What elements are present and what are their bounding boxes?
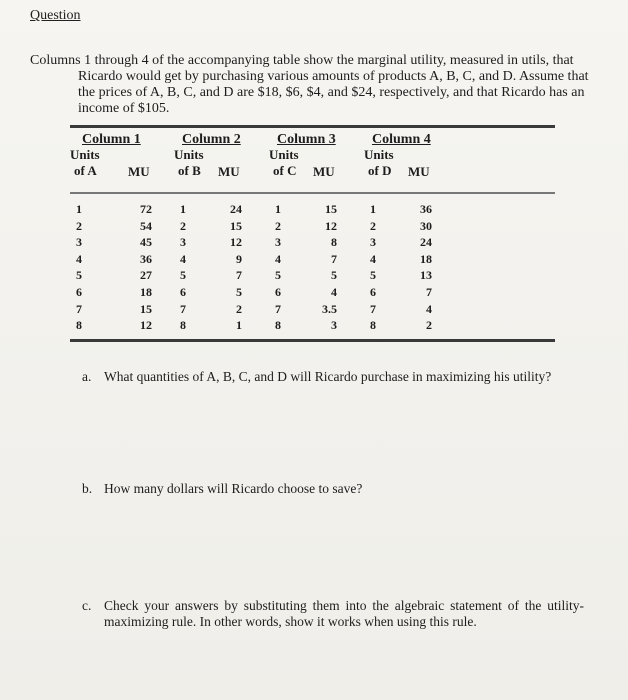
column-3-mu-cell: 12 [325, 218, 337, 233]
column-3-mu-cell: 15 [325, 202, 337, 216]
column-4-unit-cell: 3 [370, 235, 376, 250]
question-heading: Question [30, 8, 81, 23]
column-4-mu-cell: 4 [426, 301, 432, 316]
column-3-unit-cell: 4 [275, 251, 281, 266]
column-4-mu-cell: 18 [420, 251, 432, 266]
question-a [82, 369, 551, 385]
column-3-mu-cell: 8 [331, 235, 337, 250]
column-2-unit-cell: 5 [180, 268, 186, 283]
column-4-mu-cell: 7 [426, 285, 432, 299]
intro-continuation: Ricardo would get by purchasing various amounts of products A, B, C, and D. Assume that the prices of A, B, C, and D are $18, $6, $4, and $24, respectively, and that Ricardo has an income of $105. [78, 69, 589, 116]
column-2-of-label: of B [178, 163, 201, 178]
column-4-mu-label: MU [408, 164, 430, 179]
column-1-mu-label: MU [128, 164, 150, 179]
column-4-unit-cell: 7 [370, 301, 376, 316]
question-b [82, 481, 362, 497]
column-2-unit-cell: 2 [180, 218, 186, 233]
column-4-unit-cell: 6 [370, 285, 376, 299]
column-3-mu-cell: 5 [331, 268, 337, 283]
column-3-units-label: Units [269, 147, 299, 162]
column-1-unit-cell: 7 [76, 301, 82, 316]
table-top-rule [70, 125, 555, 128]
column-2-mu-cell: 15 [230, 218, 242, 233]
column-1-mu-cell: 15 [140, 301, 152, 316]
column-3-mu-cell: 3.5 [322, 301, 337, 316]
question-b-text: How many dollars will Ricardo choose to save? [104, 481, 363, 496]
marginal-utility-table [70, 122, 555, 346]
question-c-text: Check your answers by substituting them into the algebraic statement of the utility-maximizing rule. In other words, show it works when using this rule. [104, 598, 584, 629]
column-1-mu-cell: 18 [140, 285, 152, 299]
column-2-unit-cell: 6 [180, 285, 186, 299]
column-2-mu-cell: 2 [236, 301, 242, 316]
column-4-mu-cell: 24 [420, 235, 432, 250]
column-3-unit-cell: 8 [275, 318, 281, 333]
column-1-title: Column 1 [82, 132, 141, 147]
question-a-label: a. [82, 369, 92, 384]
column-3-mu-label: MU [313, 164, 335, 179]
column-4-title: Column 4 [372, 132, 431, 147]
column-3-mu-cell: 7 [331, 251, 337, 266]
column-2-mu-cell: 12 [230, 235, 242, 250]
column-3-unit-cell: 2 [275, 218, 281, 233]
column-4-mu-cell: 36 [420, 202, 432, 216]
column-2-unit-cell: 1 [180, 202, 186, 216]
column-4-unit-cell: 4 [370, 251, 376, 266]
column-4-of-label: of D [368, 163, 392, 178]
column-1-mu-cell: 12 [140, 318, 152, 333]
question-c-label: c. [82, 598, 92, 613]
column-2-mu-cell: 7 [236, 268, 242, 283]
column-4-mu-cell: 30 [420, 218, 432, 233]
column-4-units-label: Units [364, 147, 394, 162]
column-3-unit-cell: 6 [275, 285, 281, 299]
column-4-unit-cell: 1 [370, 202, 376, 216]
column-4-unit-cell: 2 [370, 218, 376, 233]
column-3-unit-cell: 1 [275, 202, 281, 216]
column-2-mu-cell: 9 [236, 251, 242, 266]
question-c [82, 598, 592, 630]
intro-line-1: Columns 1 through 4 of the accompanying table show the marginal utility, measured in utils, that [30, 53, 574, 68]
column-3-unit-cell: 3 [275, 235, 281, 250]
column-3-title: Column 3 [277, 132, 336, 147]
intro-paragraph [30, 53, 605, 117]
column-1-unit-cell: 3 [76, 235, 82, 250]
column-2-mu-cell: 1 [236, 318, 242, 333]
question-b-label: b. [82, 481, 93, 496]
column-1-mu-cell: 72 [140, 202, 152, 216]
column-1-mu-cell: 36 [140, 251, 152, 266]
column-2-unit-cell: 3 [180, 235, 186, 250]
column-1-unit-cell: 8 [76, 318, 82, 333]
column-1-mu-cell: 45 [140, 235, 152, 250]
column-2-unit-cell: 7 [180, 301, 186, 316]
column-4-mu-cell: 2 [426, 318, 432, 333]
column-1-unit-cell: 6 [76, 285, 82, 299]
column-3-unit-cell: 7 [275, 301, 281, 316]
column-2-unit-cell: 8 [180, 318, 186, 333]
question-a-text: What quantities of A, B, C, and D will Ricardo purchase in maximizing his utility? [104, 369, 552, 384]
column-2-mu-cell: 24 [230, 202, 242, 216]
column-3-of-label: of C [273, 163, 297, 178]
column-3-mu-cell: 4 [331, 285, 337, 299]
column-2-unit-cell: 4 [180, 251, 186, 266]
table-bottom-rule [70, 339, 555, 342]
column-3-unit-cell: 5 [275, 268, 281, 283]
column-1-mu-cell: 27 [140, 268, 152, 283]
table-header-rule [70, 192, 555, 194]
column-1-units-label: Units [70, 147, 100, 162]
column-1-unit-cell: 4 [76, 251, 82, 266]
column-1-unit-cell: 5 [76, 268, 82, 283]
column-4-mu-cell: 13 [420, 268, 432, 283]
column-2-mu-cell: 5 [236, 285, 242, 299]
column-2-mu-label: MU [218, 164, 240, 179]
column-4-unit-cell: 8 [370, 318, 376, 333]
column-1-unit-cell: 1 [76, 202, 82, 216]
column-4-unit-cell: 5 [370, 268, 376, 283]
column-1-mu-cell: 54 [140, 218, 152, 233]
column-2-units-label: Units [174, 147, 204, 162]
column-1-unit-cell: 2 [76, 218, 82, 233]
column-2-title: Column 2 [182, 132, 241, 147]
column-1-of-label: of A [74, 163, 97, 178]
column-3-mu-cell: 3 [331, 318, 337, 333]
